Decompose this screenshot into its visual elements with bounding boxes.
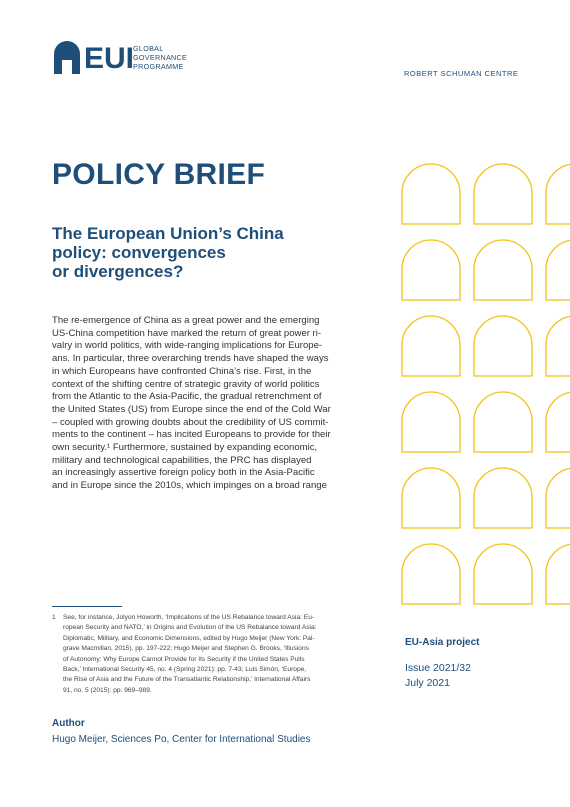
footnote-line: 91, no. 5 (2015): pp. 969–989. [63, 686, 152, 694]
arch-shape [402, 164, 460, 224]
author-label: Author [52, 718, 85, 729]
footnote-line: Back,’ International Security 45, no. 4 (Spring 2021): pp. 7-43; Luis Simón, ‘Europe, [63, 666, 307, 674]
arch-shape [546, 468, 570, 528]
arch-shape [402, 392, 460, 452]
footnote-divider [52, 606, 122, 607]
project-name: EU-Asia project [405, 637, 480, 648]
footnote-number: 1 [52, 614, 56, 621]
logo-line: GLOBAL [133, 44, 164, 53]
arch-shape [474, 240, 532, 300]
arch-shape [474, 544, 532, 604]
footnote [52, 613, 362, 696]
body-line: ans. In particular, three overarching trends have shaped the ways [52, 353, 329, 365]
arch-shape [474, 468, 532, 528]
body-line: from the Atlantic to the Asia-Pacific, the gradual retrenchment of [52, 391, 322, 403]
body-line: ments to the continent – has incited Europeans to provide for their [52, 429, 331, 441]
body-line: military and technological capabilities, the PRC has displayed [52, 454, 312, 466]
body-line: valry in world politics, with wide-ranging implications for Europe- [52, 340, 323, 352]
footnote-line: ropean Security and NATO,’ in Origins and Evolution of the US Rebalance toward Asia: [63, 624, 317, 632]
body-line: an increasingly assertive foreign policy both in the Asia-Pacific [52, 467, 315, 479]
publication-date: July 2021 [405, 677, 450, 689]
arch-shape [402, 468, 460, 528]
arch-shape [402, 240, 460, 300]
body-line: The re-emergence of China as a great power and the emerging [52, 315, 320, 326]
body-line: context of the shifting centre of strategic gravity of world politics [52, 378, 320, 390]
title-line: or divergences? [52, 262, 184, 281]
author-name: Hugo Meijer, Sciences Po, Center for International Studies [52, 734, 311, 745]
footnote-line: grave Macmillan, 2015), pp. 197-222; Hugo Meijer and Stephen G. Brooks, ‘Illusions [63, 645, 309, 653]
arch-shape [474, 164, 532, 224]
footnote-line: the Rise of Asia and the Future of the Transatlantic Relationship,’ International Affairs [63, 676, 311, 684]
document-type: POLICY BRIEF [52, 158, 266, 191]
arch-shape [474, 392, 532, 452]
eui-logo [52, 40, 202, 78]
body-line: in which Europeans have confronted China’s rise. First, in the [52, 365, 312, 377]
arch-shape [546, 240, 570, 300]
arch-shape [474, 316, 532, 376]
arch-shape [546, 392, 570, 452]
arch-shape [402, 544, 460, 604]
logo-line: GOVERNANCE [133, 53, 188, 62]
arch-shape [546, 316, 570, 376]
body-line: – coupled with growing doubts about the credibility of US commit- [52, 416, 329, 428]
logo-wordmark: EUI [84, 42, 135, 75]
footnote-line: Diplomatic, Military, and Economic Dimensions, edited by Hugo Meijer (New York: Pal- [63, 634, 315, 642]
body-line: US-China competition have marked the return of great power ri- [52, 327, 322, 339]
footnote-text: See, for instance, Jolyon Howorth, ‘Implications of the US Rebalance toward Asia: Eu- [63, 614, 315, 621]
eui-building-icon [52, 40, 82, 74]
body-paragraph [52, 315, 359, 493]
issue-number: Issue 2021/32 [405, 662, 471, 674]
arch-pattern [396, 158, 570, 618]
title-line: The European Union’s China [52, 224, 284, 243]
body-line: the United States (US) from Europe since the end of the Cold War [52, 403, 331, 415]
centre-name: ROBERT SCHUMAN CENTRE [404, 69, 519, 78]
arch-shape [402, 316, 460, 376]
body-line: and in Europe since the 2010s, which impinges on a broad range [52, 480, 327, 492]
arch-shape [546, 544, 570, 604]
footnote-line [52, 613, 362, 623]
footnote-line: of Autonomy: Why Europe Cannot Provide for Its Security if the United States Pulls [63, 655, 305, 663]
body-line: own security.¹ Furthermore, sustained by expanding economic, [52, 442, 318, 454]
logo-line: PROGRAMME [133, 62, 184, 71]
logo-programme-text [133, 44, 213, 71]
brief-title [52, 224, 352, 281]
title-line: policy: convergences [52, 243, 226, 262]
arch-shape [546, 164, 570, 224]
